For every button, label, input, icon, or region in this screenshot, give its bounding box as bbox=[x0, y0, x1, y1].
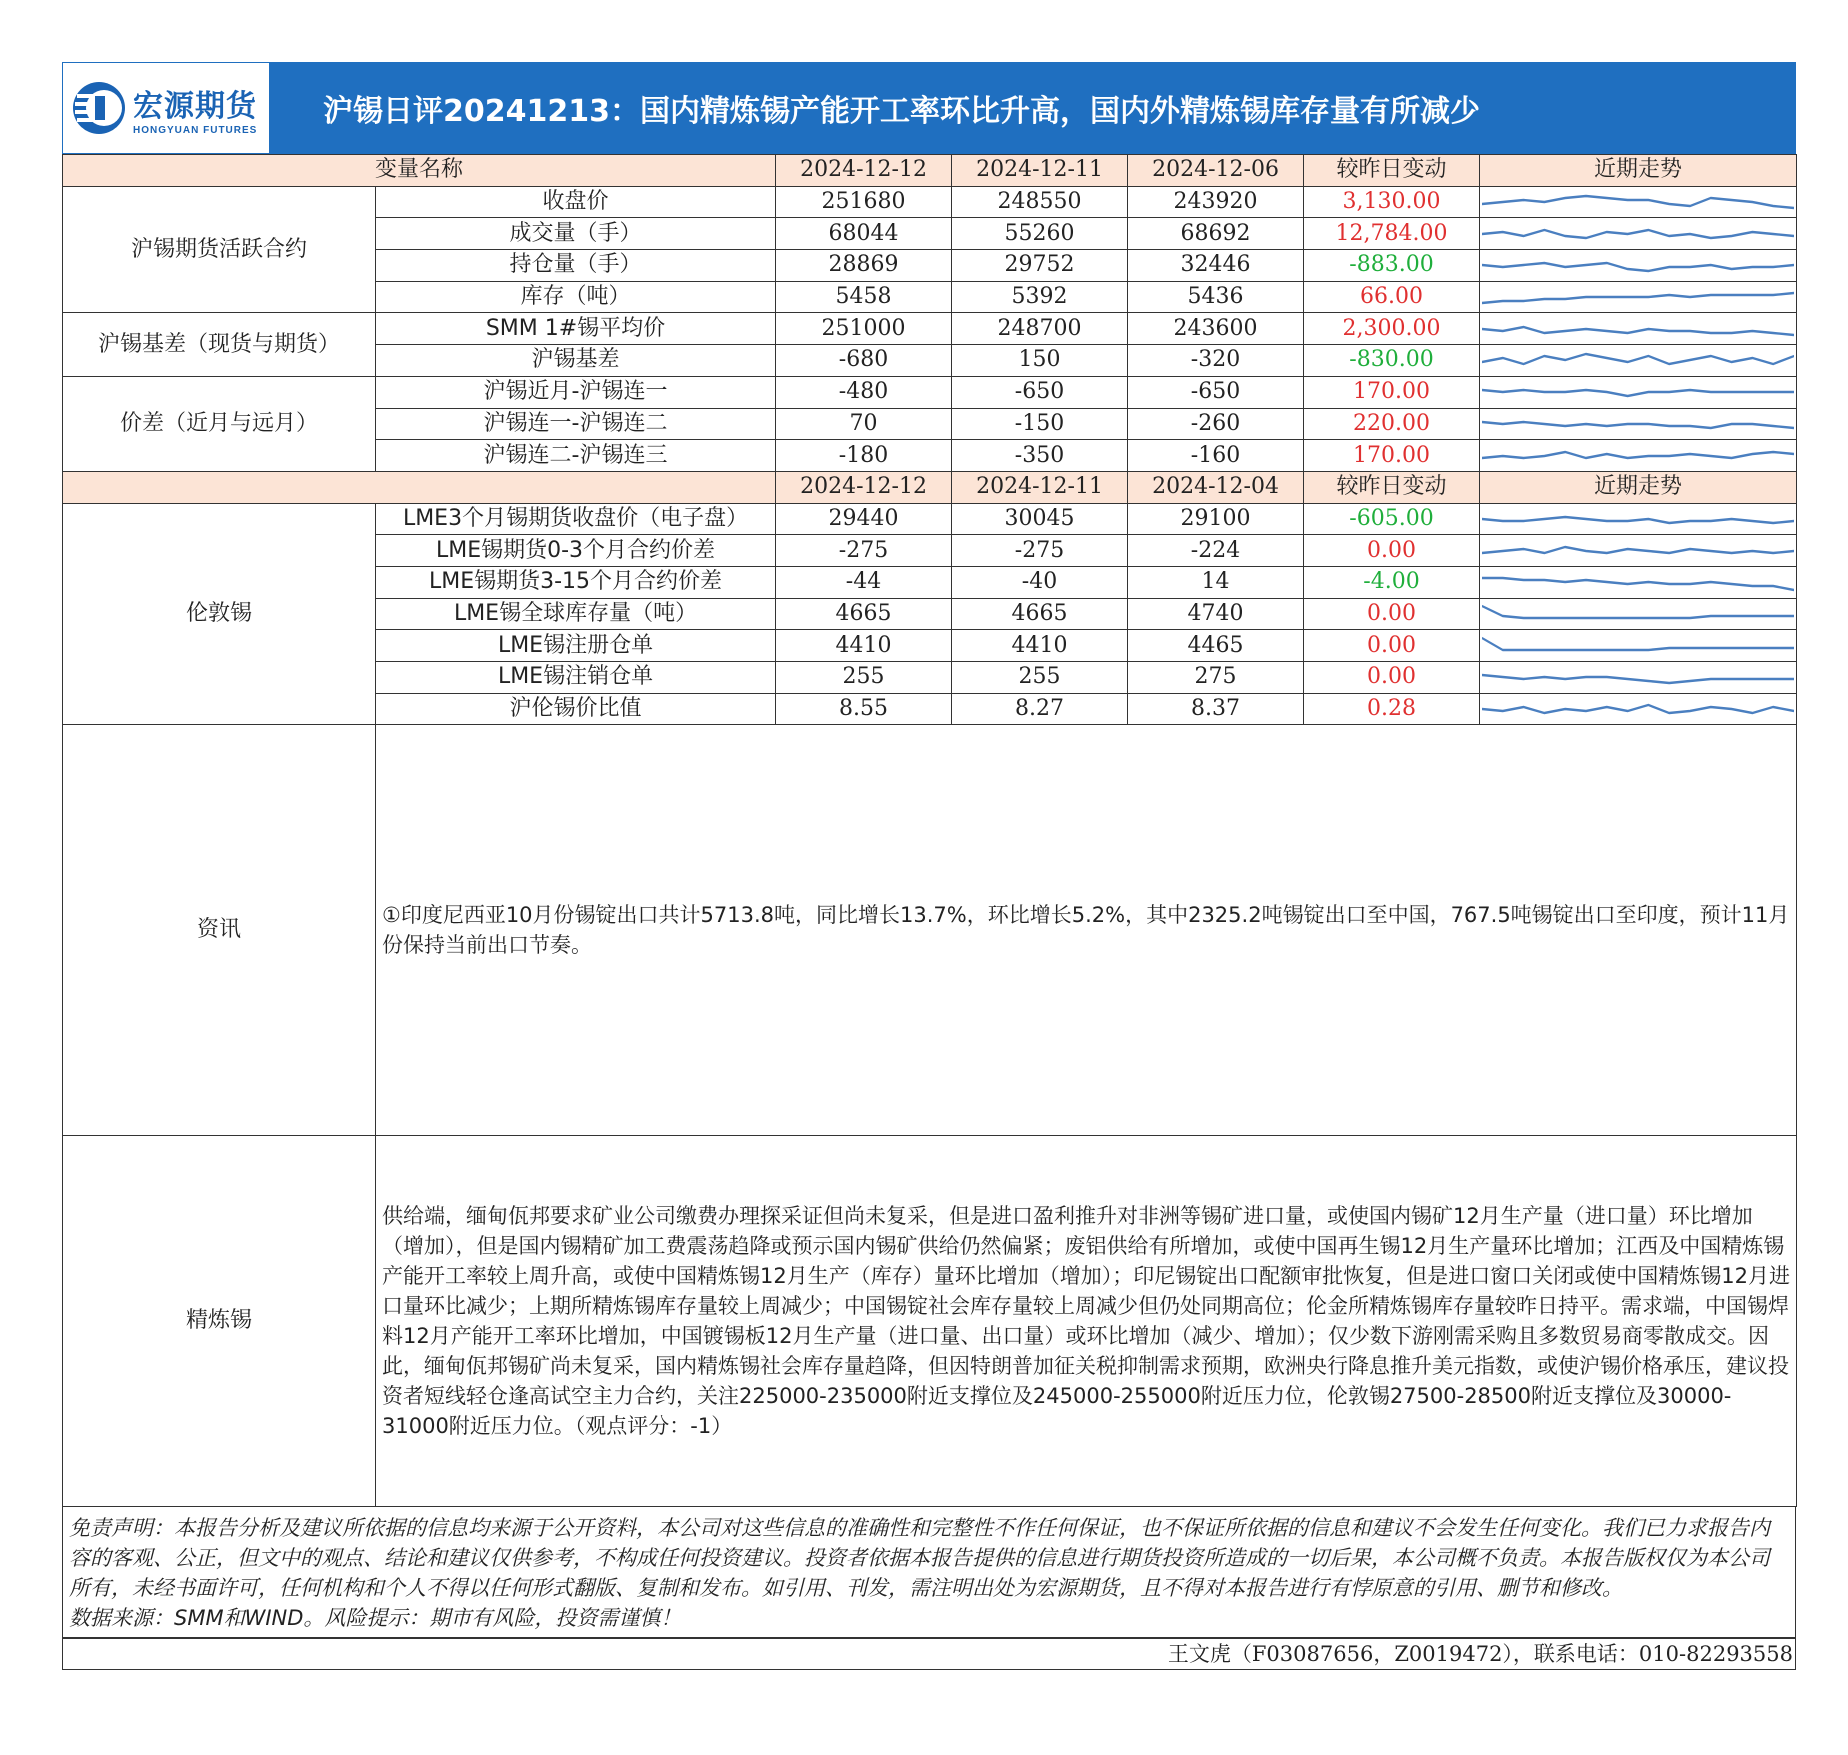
trend-sparkline bbox=[1480, 281, 1797, 313]
daily-change: 0.00 bbox=[1304, 662, 1480, 694]
header-change: 较昨日变动 bbox=[1304, 155, 1480, 187]
table-row bbox=[63, 186, 1797, 218]
news-label: 资讯 bbox=[63, 725, 376, 1136]
value-date-1: 4410 bbox=[776, 630, 952, 662]
trend-sparkline bbox=[1480, 250, 1797, 282]
value-date-1: 251680 bbox=[776, 186, 952, 218]
header-variable: 变量名称 bbox=[63, 155, 776, 187]
header-trend: 近期走势 bbox=[1480, 155, 1797, 187]
header-row-domestic bbox=[63, 155, 1797, 187]
variable-name: LME3个月锡期货收盘价（电子盘） bbox=[376, 503, 776, 535]
variable-name: 沪锡基差 bbox=[376, 345, 776, 377]
variable-name: 收盘价 bbox=[376, 186, 776, 218]
trend-sparkline bbox=[1480, 186, 1797, 218]
value-date-2: -275 bbox=[952, 535, 1128, 567]
sparkline-icon bbox=[1482, 537, 1794, 565]
value-date-3: 29100 bbox=[1128, 503, 1304, 535]
value-date-1: 5458 bbox=[776, 281, 952, 313]
group-label: 沪锡基差（现货与期货） bbox=[63, 313, 376, 376]
daily-change: 0.00 bbox=[1304, 630, 1480, 662]
value-date-1: -275 bbox=[776, 535, 952, 567]
sparkline-icon bbox=[1482, 315, 1794, 343]
variable-name: 沪伦锡价比值 bbox=[376, 693, 776, 725]
daily-change: 0.00 bbox=[1304, 535, 1480, 567]
header-d3: 2024-12-04 bbox=[1128, 471, 1304, 503]
value-date-3: 8.37 bbox=[1128, 693, 1304, 725]
value-date-2: 8.27 bbox=[952, 693, 1128, 725]
value-date-1: 251000 bbox=[776, 313, 952, 345]
group-label: 沪锡期货活跃合约 bbox=[63, 186, 376, 313]
value-date-1: 68044 bbox=[776, 218, 952, 250]
trend-sparkline bbox=[1480, 345, 1797, 377]
disclaimer-text: 免责声明：本报告分析及建议所依据的信息均来源于公开资料，本公司对这些信息的准确性和完整性不作任何保证，也不保证所依据的信息和建议不会发生任何变化。我们已力求报告内容的客观、公正，但文中的观点、结论和建议仅供参考，不构成任何投资建议。投资者依据本报告提供的信息进行期货投资所造成的一切后果，本公司概不负责。本报告版权仅为本公司所有，未经书面许可，任何机构和个人不得以任何形式翻版、复制和发布。如引用、刊发，需注明出处为宏源期货，且不得对本报告进行有悖原意的引用、删节和修改。 bbox=[69, 1516, 1770, 1601]
daily-change: 0.28 bbox=[1304, 693, 1480, 725]
value-date-3: 32446 bbox=[1128, 250, 1304, 282]
sparkline-icon bbox=[1482, 442, 1794, 470]
daily-change: -4.00 bbox=[1304, 566, 1480, 598]
company-logo bbox=[63, 63, 269, 153]
sparkline-icon bbox=[1482, 568, 1794, 596]
variable-name: LME锡注册仓单 bbox=[376, 630, 776, 662]
trend-sparkline bbox=[1480, 313, 1797, 345]
daily-change: 170.00 bbox=[1304, 376, 1480, 408]
data-table bbox=[62, 154, 1797, 1507]
daily-change: 0.00 bbox=[1304, 598, 1480, 630]
refined-text: 供给端，缅甸佤邦要求矿业公司缴费办理探采证但尚未复采，但是进口盈利推升对非洲等锡矿进口量，或使国内锡矿12月生产量（进口量）环比增加（增加），但是国内锡精矿加工费震荡趋降或预示国内锡矿供给仍然偏紧；废铝供给有所增加，或使中国再生锡12月生产量环比增加；江西及中国精炼锡产能开工率较上周升高，或使中国精炼锡12月生产（库存）量环比增加（增加）；印尼锡锭出口配额审批恢复，但是进口窗口关闭或使中国精炼锡12月进口量环比减少；上期所精炼锡库存量较上周减少；中国锡锭社会库存量较上周减少但仍处同期高位；伦金所精炼锡库存量较昨日持平。需求端，中国锡焊料12月产能开工率环比增加，中国镀锡板12月生产量（进口量、出口量）或环比增加（减少、增加）；仅少数下游刚需采购且多数贸易商零散成交。因此，缅甸佤邦锡矿尚未复采，国内精炼锡社会库存量趋降，但因特朗普加征关税抑制需求预期，欧洲央行降息推升美元指数，或使沪锡价格承压，建议投资者短线轻仓逢高试空主力合约，关注225000-235000附近支撑位及245000-255000附近压力位，伦敦锡27500-28500附近支撑位及30000-31000附近压力位。（观点评分：-1） bbox=[376, 1136, 1797, 1507]
trend-sparkline bbox=[1480, 376, 1797, 408]
sparkline-icon bbox=[1482, 220, 1794, 248]
daily-change: -830.00 bbox=[1304, 345, 1480, 377]
table-row bbox=[63, 376, 1797, 408]
value-date-1: 8.55 bbox=[776, 693, 952, 725]
value-date-2: 248700 bbox=[952, 313, 1128, 345]
value-date-2: -40 bbox=[952, 566, 1128, 598]
trend-sparkline bbox=[1480, 535, 1797, 567]
daily-change: 170.00 bbox=[1304, 440, 1480, 472]
daily-change: 12,784.00 bbox=[1304, 218, 1480, 250]
value-date-1: -480 bbox=[776, 376, 952, 408]
variable-name: 沪锡近月-沪锡连一 bbox=[376, 376, 776, 408]
sparkline-icon bbox=[1482, 251, 1794, 279]
value-date-3: -650 bbox=[1128, 376, 1304, 408]
variable-name: 沪锡连二-沪锡连三 bbox=[376, 440, 776, 472]
value-date-1: 28869 bbox=[776, 250, 952, 282]
value-date-3: 5436 bbox=[1128, 281, 1304, 313]
group-label: 伦敦锡 bbox=[63, 503, 376, 725]
trend-sparkline bbox=[1480, 440, 1797, 472]
trend-sparkline bbox=[1480, 598, 1797, 630]
header-date-3: 2024-12-06 bbox=[1128, 155, 1304, 187]
value-date-1: -44 bbox=[776, 566, 952, 598]
header-date-1: 2024-12-12 bbox=[776, 155, 952, 187]
value-date-1: 70 bbox=[776, 408, 952, 440]
value-date-1: 255 bbox=[776, 662, 952, 694]
report-title: 沪锡日评20241213：国内精炼锡产能开工率环比升高，国内外精炼锡库存量有所减少 bbox=[269, 63, 1795, 153]
value-date-3: 68692 bbox=[1128, 218, 1304, 250]
variable-name: 成交量（手） bbox=[376, 218, 776, 250]
news-row bbox=[63, 725, 1797, 1136]
value-date-1: -680 bbox=[776, 345, 952, 377]
analyst-footer: 王文虎（F03087656，Z0019472），联系电话：010-82293558 bbox=[62, 1638, 1796, 1670]
trend-sparkline bbox=[1480, 218, 1797, 250]
trend-sparkline bbox=[1480, 630, 1797, 662]
value-date-2: -150 bbox=[952, 408, 1128, 440]
variable-name: 沪锡连一-沪锡连二 bbox=[376, 408, 776, 440]
sparkline-icon bbox=[1482, 663, 1794, 691]
daily-change: 2,300.00 bbox=[1304, 313, 1480, 345]
daily-change: 220.00 bbox=[1304, 408, 1480, 440]
value-date-3: 275 bbox=[1128, 662, 1304, 694]
value-date-3: 14 bbox=[1128, 566, 1304, 598]
variable-name: 持仓量（手） bbox=[376, 250, 776, 282]
refined-label: 精炼锡 bbox=[63, 1136, 376, 1507]
value-date-2: 5392 bbox=[952, 281, 1128, 313]
sparkline-icon bbox=[1482, 410, 1794, 438]
variable-name: LME锡期货0-3个月合约价差 bbox=[376, 535, 776, 567]
variable-name: SMM 1#锡平均价 bbox=[376, 313, 776, 345]
value-date-3: -320 bbox=[1128, 345, 1304, 377]
header-date-2: 2024-12-11 bbox=[952, 155, 1128, 187]
table-row bbox=[63, 313, 1797, 345]
value-date-2: 29752 bbox=[952, 250, 1128, 282]
variable-name: 库存（吨） bbox=[376, 281, 776, 313]
value-date-2: 248550 bbox=[952, 186, 1128, 218]
sparkline-icon bbox=[1482, 695, 1794, 723]
group-label: 价差（近月与远月） bbox=[63, 376, 376, 471]
logo-en-text: HONGYUAN FUTURES bbox=[133, 124, 258, 136]
trend-sparkline bbox=[1480, 503, 1797, 535]
value-date-2: -350 bbox=[952, 440, 1128, 472]
variable-name: LME锡全球库存量（吨） bbox=[376, 598, 776, 630]
value-date-1: -180 bbox=[776, 440, 952, 472]
variable-name: LME锡注销仓单 bbox=[376, 662, 776, 694]
daily-change: -605.00 bbox=[1304, 503, 1480, 535]
value-date-3: -160 bbox=[1128, 440, 1304, 472]
header-row-lme bbox=[63, 471, 1797, 503]
report bbox=[62, 62, 1796, 1670]
header-blank bbox=[63, 471, 776, 503]
value-date-3: -224 bbox=[1128, 535, 1304, 567]
header-chg: 较昨日变动 bbox=[1304, 471, 1480, 503]
daily-change: 3,130.00 bbox=[1304, 186, 1480, 218]
value-date-3: 4465 bbox=[1128, 630, 1304, 662]
value-date-3: 243600 bbox=[1128, 313, 1304, 345]
logo-mark-icon bbox=[71, 80, 127, 136]
daily-change: -883.00 bbox=[1304, 250, 1480, 282]
trend-sparkline bbox=[1480, 408, 1797, 440]
header-d1: 2024-12-12 bbox=[776, 471, 952, 503]
trend-sparkline bbox=[1480, 693, 1797, 725]
value-date-3: 4740 bbox=[1128, 598, 1304, 630]
sparkline-icon bbox=[1482, 505, 1794, 533]
trend-sparkline bbox=[1480, 662, 1797, 694]
value-date-2: 4665 bbox=[952, 598, 1128, 630]
data-source-text: 数据来源：SMM和WIND。风险提示：期市有风险，投资需谨慎！ bbox=[69, 1606, 682, 1631]
report-header bbox=[62, 62, 1796, 154]
value-date-2: 30045 bbox=[952, 503, 1128, 535]
table-row bbox=[63, 503, 1797, 535]
value-date-1: 4665 bbox=[776, 598, 952, 630]
daily-change: 66.00 bbox=[1304, 281, 1480, 313]
refined-tin-row bbox=[63, 1136, 1797, 1507]
value-date-1: 29440 bbox=[776, 503, 952, 535]
sparkline-icon bbox=[1482, 378, 1794, 406]
sparkline-icon bbox=[1482, 283, 1794, 311]
value-date-3: -260 bbox=[1128, 408, 1304, 440]
header-trend: 近期走势 bbox=[1480, 471, 1797, 503]
value-date-3: 243920 bbox=[1128, 186, 1304, 218]
news-text: ①印度尼西亚10月份锡锭出口共计5713.8吨，同比增长13.7%，环比增长5.2%，其中2325.2吨锡锭出口至中国，767.5吨锡锭出口至印度，预计11月份保持当前出口节奏。 bbox=[376, 725, 1797, 1136]
sparkline-icon bbox=[1482, 632, 1794, 660]
value-date-2: -650 bbox=[952, 376, 1128, 408]
trend-sparkline bbox=[1480, 566, 1797, 598]
value-date-2: 150 bbox=[952, 345, 1128, 377]
logo-cn-text: 宏源期货 bbox=[133, 88, 257, 124]
value-date-2: 255 bbox=[952, 662, 1128, 694]
sparkline-icon bbox=[1482, 188, 1794, 216]
sparkline-icon bbox=[1482, 600, 1794, 628]
sparkline-icon bbox=[1482, 346, 1794, 374]
variable-name: LME锡期货3-15个月合约价差 bbox=[376, 566, 776, 598]
header-d2: 2024-12-11 bbox=[952, 471, 1128, 503]
value-date-2: 4410 bbox=[952, 630, 1128, 662]
disclaimer bbox=[62, 1507, 1796, 1638]
value-date-2: 55260 bbox=[952, 218, 1128, 250]
